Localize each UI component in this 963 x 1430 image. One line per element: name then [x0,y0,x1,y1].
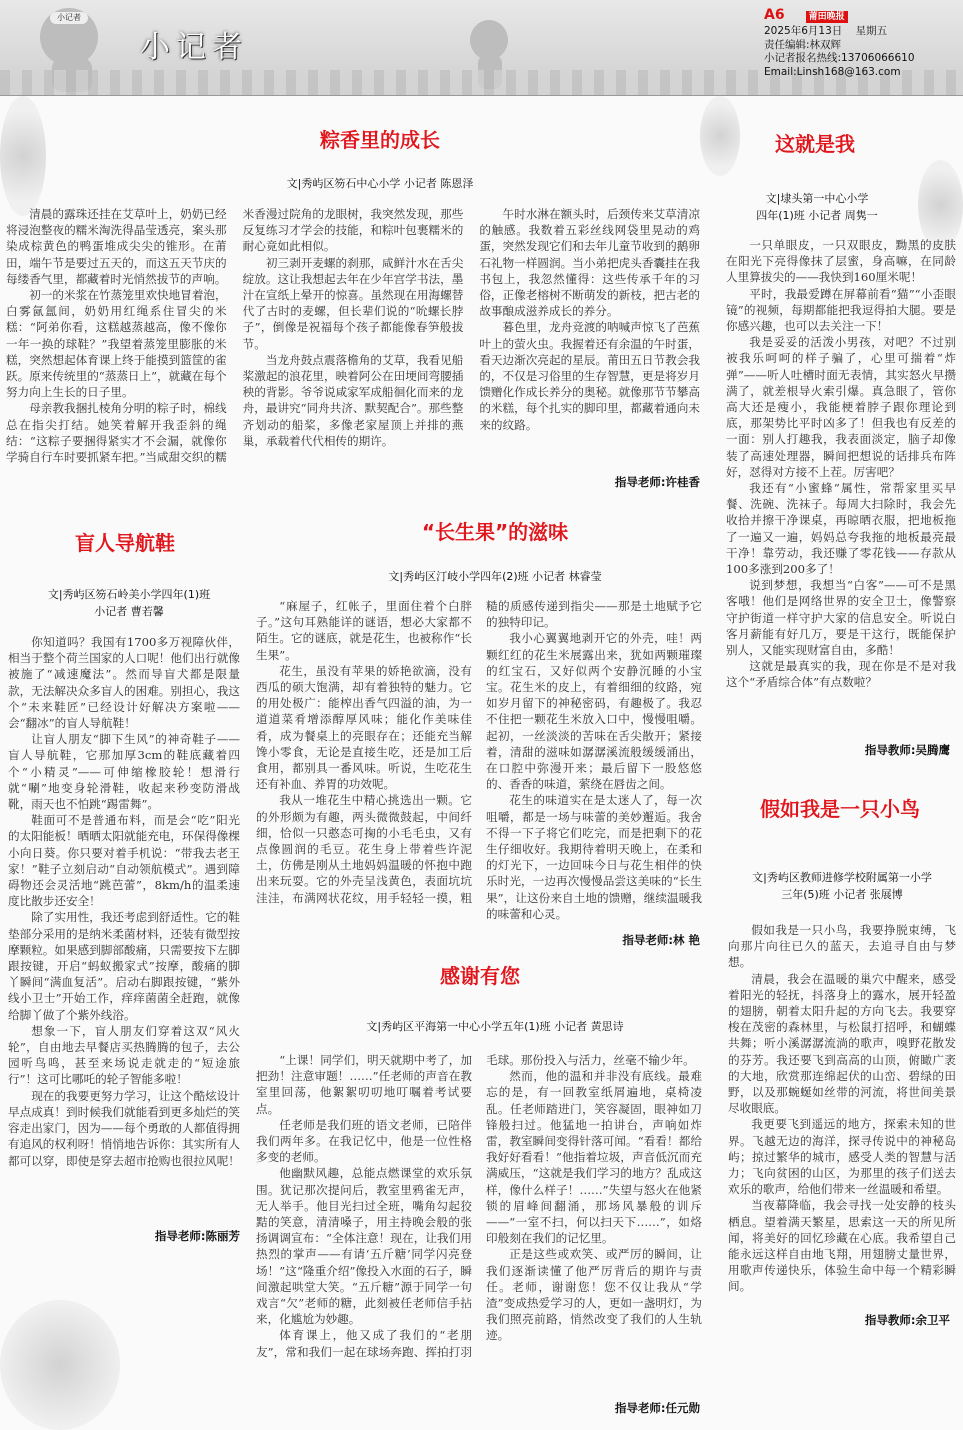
paragraph: 当龙舟鼓点震落檐角的艾草，我看见船桨激起的浪花里，映着阿公在田埂间弯腰插秧的背影。爷爷说咸家军成船徊化而来的龙舟，最讲究“同舟共济、默契配合”。那些整齐划动的船桨，多像老家屋顶上并排的燕巢，承载着代代相传的期许。 [242,352,464,448]
flower-decoration-left [0,96,46,216]
mascot-badge: 小记者 [50,12,88,24]
article-title-zhejiushiwo: 这就是我 [775,132,855,156]
article-body-zongxiang [6,206,700,488]
paragraph: 我还有“小蜜蜂”属性，常帮家里买早餐、洗碗、洗袜子。每周大扫除时，我会先收拾并擦干净课桌，再晾晒衣服，把地板拖了一遍又一遍，妈妈总夸我拖的地板最亮最干净！靠劳动，我还赚了零花钱——存款从100多涨到200多了！ [726,481,956,577]
byline-zongxiang: 文|秀屿区笏石中心小学 小记者 陈恩泽 [286,177,474,190]
article-title-zongxiang: 粽香里的成长 [320,128,440,152]
paragraph: 除了实用性，我还考虑到舒适性。它的鞋垫部分采用的是纳米柔菌材料，还装有微型按摩颗粒。如果感到脚部酸痛，只需要按下左脚跟按键，开启“蚂蚁搬家式”按摩，酸痛的脚丫瞬间“满血复活”。启动右脚跟按键，“紫外线小卫士”开始工作，痒痒菌菌全赶跑，就像给脚丫做了个紫外线浴。 [8,910,240,1022]
article-title-ganxie: 感谢有您 [440,964,520,988]
paragraph: 午时水淋在额头时，后颈传来艾草清凉的触感。我数着五彩丝线网袋里晃动的鸡蛋，突然发现它们和去年儿童节收到的鹅卵石礼物一样圆润。当小弟把虎头香囊挂在我书包上，我忽然懂得：这些传承千年的习俗，正像老榕树不断萌发的新枝，把古老的故事酿成滋养成长的养分。 [479,207,700,319]
paragraph: 当夜幕降临，我会寻找一处安静的枝头栖息。望着满天繁星，思索这一天的所见所闻，将美好的回忆珍藏在心底。我希望自己能永远这样自由地飞翔，用翅膀丈量世界，用歌声传递快乐，体验生命中每一个精彩瞬间。 [728,1198,956,1294]
article-body-xiaoniao [728,922,956,1308]
paragraph: 说到梦想，我想当“白客”——可不是黑客哦！他们是网络世界的安全卫士，像警察守护街道一样守护大家的信息安全。听说白客月薪能有好几万，要是干这行，既能保护别人，又能实现财富自由，多酷！ [726,578,956,658]
teacher-zongxiang: 指导老师:许桂香 [614,475,700,489]
article-body-zhejiushiwo [726,237,956,707]
newspaper-logo: 莆田晚报 [806,11,848,23]
paragraph: 他幽默风趣，总能点燃课堂的欢乐氛围。犹记那次提问后，教室里鸦雀无声，无人举手。他目光扫过全班，嘴角勾起狡黠的笑意，清清嗓子，用主持晚会般的张扬调调宣布：“全体注意！现在，让我们用热烈的掌声——有请‘五斤糖’同学闪亮登场！”这“隆重介绍”像投入水面的石子，瞬间激起哄堂大笑。“五斤糖”源于同学一句戏言“欠”老师的糖，此刻被任老师信手拈来，化尴尬为妙趣。 [256,1166,472,1327]
paragraph: 一只单眼皮，一只双眼皮，黝黑的皮肤在阳光下亮得像抹了层蜜，身高嘛，在同龄人里算拔尖的——我快到160厘米呢！ [726,238,956,285]
paragraph: 花生，虽没有苹果的娇艳欲滴，没有西瓜的硕大饱满，却有着独特的魅力。它的用处极广：能榨出香气四溢的油，为一道道菜肴增添醇厚风味；能化作美味佳肴，成为餐桌上的亮眼存在；还能充当解馋小零食，无论是直接生吃，还是加工后食用，都别具一番风味。听说，生吃花生还有补血、养胃的功效呢。 [256,663,472,792]
byline-mangren-school: 文|秀屿区笏石岭美小学四年(1)班 [47,588,211,601]
article-title-xiaoniao: 假如我是一只小鸟 [760,797,920,821]
issue-date: 2025年6月13日 [764,25,843,37]
paragraph: 假如我是一只小鸟，我要挣脱束缚，飞向那片向往已久的蓝天，去追寻自由与梦想。 [728,923,956,970]
paragraph: 让盲人朋友“脚下生风”的神奇鞋子——盲人导航鞋，它那加厚3cm的鞋底藏着四个“小精灵”——可伸缩橡胶轮！想滑行就“唰”地变身轮滑鞋，收起来秒变防滑战靴，雨天也不怕跳“踢雷舞”。 [8,732,240,812]
hotline-line: 小记者报名热线:13706066610 [764,52,915,64]
paragraph: 你知道吗？我国有1700多万视障伙伴，相当于整个荷兰国家的人口呢！他们出行就像被施了“减速魔法”。然而导盲犬都是限量款，无法解决众多盲人的困难。别担心，我这个“未来鞋匠”已经设计好解决方案啦——会“翻冰”的盲人导航鞋！ [8,635,240,731]
article-body-changshengguo [256,598,702,938]
page-header [0,0,963,96]
paragraph: 现在的我要更努力学习，让这个酷炫设计早点成真！到时候我们就能看到更多灿烂的笑容走出家门，因为——每个勇敢的人都值得拥有追风的权利呀！悄悄地告诉你：其实所有人都可以穿，即使是穿去超市抢购也很拉风呢！ [8,1088,240,1168]
paragraph: 想象一下，盲人朋友们穿着这双“风火轮”，自由地去早餐店买热腾腾的包子，去公园听鸟鸣，甚至来场说走就走的“短途旅行”！这可比哪吒的轮子智能多啦！ [8,1023,240,1087]
banner-title: 小记者 [140,30,248,65]
paragraph: 我从一堆花生中精心挑选出一颗。它的外形颇为有趣，两头微微鼓起，中间纤细，恰似一只憨态可掬的小毛毛虫，又有点像圆润的毛豆。花生身上带着些许泥土，仿佛是刚从土地妈妈温暖的怀抱中跑出来玩耍。它的外壳呈浅黄色，表面坑坑洼洼，布满网状花纹，用手轻轻一摸，粗糙的质感传递到指尖——那是土地赋予它的独特印记。 [256,599,702,905]
byline-zhejiushiwo-name: 四年(1)班 小记者 周隽一 [756,209,878,222]
paragraph: 体育课上，他又成了我们的“老朋友”，常和我们一起在球场奔跑、挥拍打羽毛球。那份投入与活力，丝毫不输少年。 [256,1053,695,1359]
paragraph: “上课！同学们，明天就期中考了，加把劲！注意审题！……”任老师的声音在教室里回荡，他絮絮叨叨地叮嘱着考试要点。 [256,1053,472,1116]
paragraph: 暮色里，龙舟竞渡的呐喊声惊飞了芭蕉叶上的萤火虫。我握着还有余温的午时蛋，看天边渐次亮起的星辰。莆田五日节教会我的，不仅是习俗里的生存智慧，更是将岁月馈赠化作成长养分的奥秘。就像那节节攀高的米糕，每个扎实的脚印里，都藏着通向未来的纹路。 [479,320,700,432]
paragraph: 我小心翼翼地剥开它的外壳，哇！两颗红红的花生米展露出来，犹如两颗璀璨的红宝石，又好似两个安静沉睡的小宝宝。花生米的皮上，有着细细的纹路，宛如岁月留下的神秘密码，有趣极了。我忍不住把一颗花生米放入口中，慢慢咀嚼。起初，一丝淡淡的苦味在舌尖散开；紧接着，清甜的滋味如潺潺溪流般缓缓涌出，在口腔中弥漫开来；最后留下一股悠悠的、香香的味道，萦绕在唇齿之间。 [486,631,702,792]
page-number: A6 [764,7,785,23]
paragraph: “麻屋子，红帐子，里面住着个白胖子。”这句耳熟能详的谜语，想必大家都不陌生。它的谜底，就是花生，也被称作“长生果”。 [256,599,472,662]
paragraph: 正是这些或欢笑、或严厉的瞬间，让我们逐渐读懂了他严厉背后的期许与责任。老师，谢谢您！您不仅让我从“学渣”变成热爱学习的人，更如一盏明灯，为我们照亮前路，悄然改变了我们的人生轨迹。 [486,1247,702,1343]
email-line: Email:Linsh168@163.com [764,65,901,78]
paragraph: 鞋面可不是普通布料，而是会“吃”阳光的太阳能板！晒晒太阳就能充电，环保得像棵小向日葵。你只要对着手机说：“带我去老王家！”鞋子立刻启动“自动领航模式”。遇到障碍物还会灵活地“跳芭蕾”，8km/h的温柔速度比散步还安全！ [8,813,240,909]
paragraph: 母亲教我捆扎棱角分明的粽子时，棉线总在指尖打结。她笑着解开我歪斜的绳结：“这粽子要捆得紧实才不会漏，就像你学骑自行车时要抓紧车把。”当咸甜交织的糯米香漫过院角的龙眼树，我突然发现，那些反复练习才学会的技能，和粽叶包裹糯米的耐心竟如此相似。 [6,207,464,465]
byline-xiaoniao-school: 文|秀屿区教师进修学校附属第一小学 [752,871,932,884]
paragraph: 我是妥妥的活泼小男孩，对吧？不过别被我乐呵呵的样子骗了，心里可揣着“炸弹”——听人吐槽时面无表情，其实怒火早攒满了，就差根导火索引爆。真急眼了，管你高大还是瘦小，我能梗着脖子跟你理论到底，那架势比平时凶多了！但我也有反差的一面：别人打趣我，我表面淡定，脑子却像装了高速处理器，瞬间把想说的话排兵布阵好，怼得对方接不上茬。厉害吧？ [726,335,956,479]
article-body-ganxie [256,1052,702,1387]
editor-line: 责任编辑:林双辉 [764,38,842,51]
teacher-mangren: 指导老师:陈丽芳 [154,1229,240,1243]
byline-changshengguo: 文|秀屿区汀岐小学四年(2)班 小记者 林睿莹 [388,570,602,583]
paragraph: 清晨，我会在温暖的巢穴中醒来，感受着阳光的轻抚，抖落身上的露水，展开轻盈的翅膀，朝着太阳升起的方向飞去。我要穿梭在茂密的森林里，与松鼠打招呼，和蝴蝶共舞；听小溪潺潺流淌的歌声，嗅野花散发的芬芳。我还要飞到高高的山顶，俯瞰广袤的大地，欣赏那连绵起伏的山峦、碧绿的田野，以及那蜿蜒如丝带的河流，将世间美景尽收眼底。 [728,971,956,1116]
teacher-xiaoniao: 指导教师:余卫平 [864,1313,950,1327]
paragraph: 然而，他的温和并非没有底线。最难忘的是，有一回教室纸屑遍地，桌椅凌乱。任老师踏进门，笑容凝固，眼神如刀锋般扫过。他猛地一拍讲台，声响如炸雷，教室瞬间变得针落可闻。“看看！都给我好好看看！”他指着垃圾，声音低沉而充满威压，“这就是我们学习的地方？乱成这样，像什么样子！……”失望与怒火在他紧锁的眉峰间翻涌，那场风暴般的训斥——“一室不扫，何以扫天下……”，如烙印般刻在我们的记忆里。 [486,1069,702,1246]
flower-decoration-bottom-left [0,1300,120,1430]
paragraph: 清晨的露珠还挂在艾草叶上，奶奶已经将浸泡整夜的糯米淘洗得晶莹透亮，案头那染成棕黄色的鸭蛋堆成尖尖的锥形。在莆田，端午节是要过五天的，而这五天节庆的每缕香气里，都藏着时光悄然拔节的声响。 [6,207,227,286]
byline-xiaoniao-name: 三年(5)班 小记者 张展博 [781,888,903,901]
paragraph: 任老师是我们班的语文老师，已陪伴我们两年多。在我记忆中，他是一位性格多变的老师。 [256,1117,472,1165]
mascot-camera-girl-icon [470,20,508,60]
paragraph: 这就是最真实的我，现在你是不是对我这个“矛盾综合体”有点数啦？ [726,659,956,690]
paragraph: 初三剥开麦螺的刹那，咸鲜汁水在舌尖绽放。这让我想起去年在少年宫学书法，墨汁在宣纸上晕开的惊喜。虽然现在用海螺替代了古时的麦螺，但长辈们说的“吮螺长脖子”，倒像是祝福每个孩子都能像春笋般拔节。 [242,255,464,351]
teacher-changshengguo: 指导老师:林 艳 [622,933,700,947]
article-title-mangren: 盲人导航鞋 [75,531,175,555]
issue-weekday: 星期五 [855,25,888,37]
byline-mangren-name: 小记者 曹若馨 [94,605,164,618]
byline-ganxie: 文|秀屿区平海第一中心小学五年(1)班 小记者 黄思诗 [366,1020,624,1033]
article-title-changshengguo: “长生果”的滋味 [421,520,569,544]
paragraph: 花生的味道实在是太迷人了，每一次咀嚼，都是一场与味蕾的美妙邂逅。我舍不得一下子将它们吃完，而是把剩下的花生仔细收好。我期待着明天晚上，在柔和的灯光下，一边回味今日与花生相伴的快乐时光，一边再次慢慢品尝这美味的“长生果”，让这份来自土地的馈赠，继续温暖我的味蕾和心灵。 [486,793,702,921]
paragraph: 我更要飞到遥远的地方，探索未知的世界。飞越无边的海洋，探寻传说中的神秘岛屿；掠过繁华的城市，感受人类的智慧与活力；飞向贫困的山区，为那里的孩子们送去欢乐的歌声，给他们带来一丝温暖和希望。 [728,1117,956,1197]
teacher-ganxie: 指导老师:任元勋 [614,1401,700,1415]
paragraph: 平时，我最爱蹲在屏幕前看“猫”“小歪眼镜”的视频，每期都能把我逗得拍大腿。要是你感兴趣，也可以去关注一下！ [726,286,956,334]
article-body-mangren [8,634,240,1214]
teacher-zhejiushiwo: 指导教师:吴腾鹰 [864,743,950,757]
paragraph: 初一的米浆在竹蒸笼里欢快地冒着泡，白雾氤氲间，奶奶用红绳系住冒尖的米糕：“阿弟你看，这糕越蒸越高，像不像你一年一换的球鞋？”我望着蒸笼里膨胀的米糕，突然想起体育课上终于能摸到篮筐的雀跃。原来传统里的“蒸蒸日上”，就藏在每个努力向上生长的日子里。 [6,288,227,400]
byline-zhejiushiwo-school: 文|埭头第一中心小学 [765,192,869,205]
masthead-info [764,4,959,79]
